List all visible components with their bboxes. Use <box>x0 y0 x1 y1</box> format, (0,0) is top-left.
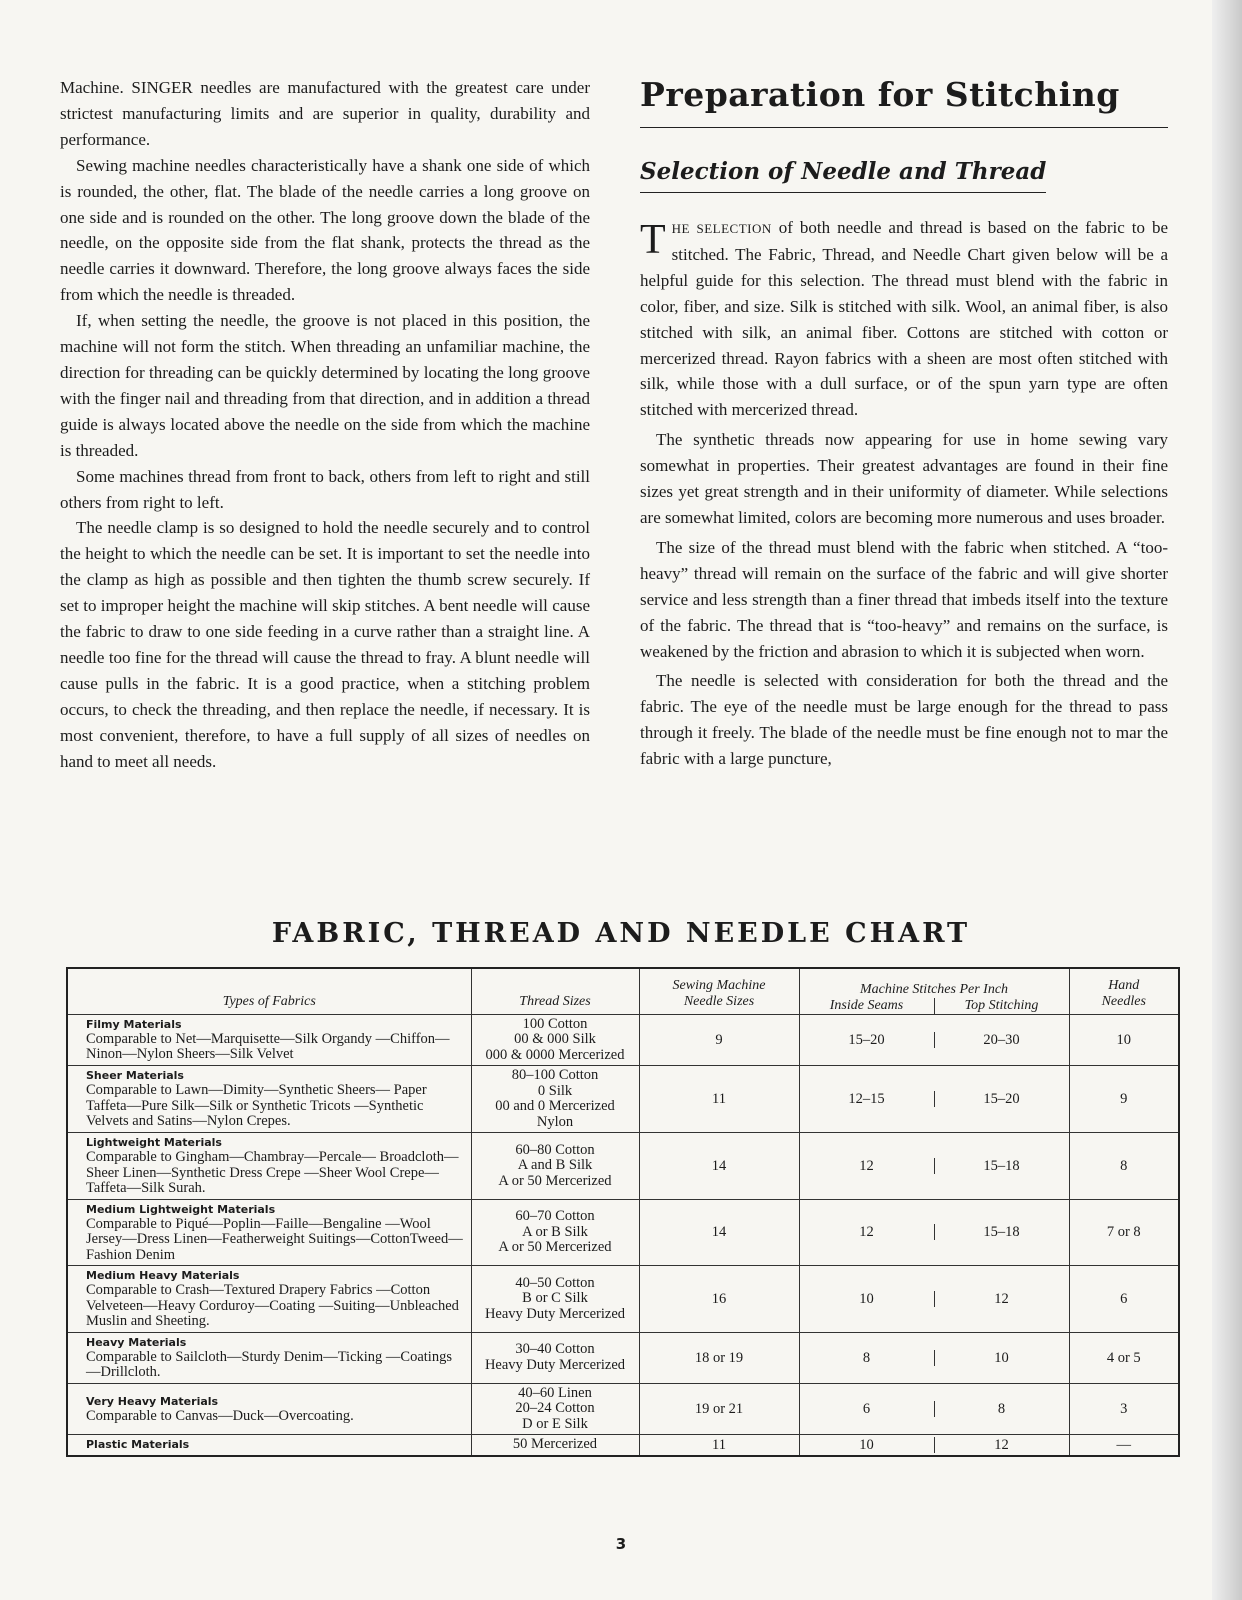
stitches-values <box>800 1437 1069 1453</box>
needle-size-cell: 16 <box>639 1266 799 1333</box>
header-types: Types of Fabrics <box>67 968 471 1014</box>
thread-size: D or E Silk <box>522 1415 588 1432</box>
thread-sizes-cell <box>471 1014 639 1066</box>
needle-size-cell: 9 <box>639 1014 799 1066</box>
left-column <box>60 75 590 774</box>
stitches-cell <box>799 1383 1069 1435</box>
needle-size-cell: 14 <box>639 1133 799 1200</box>
thread-size: 40–50 Cotton <box>515 1274 595 1291</box>
inside-seams-value: 15–20 <box>800 1032 935 1048</box>
inside-seams-value: 12 <box>800 1158 935 1174</box>
hand-needle-cell: 4 or 5 <box>1069 1332 1179 1383</box>
thread-size: 60–70 Cotton <box>515 1208 595 1224</box>
table-row <box>67 1383 1179 1435</box>
fabric-type-cell <box>67 1266 471 1333</box>
thread-size: A or 50 Mercerized <box>498 1239 612 1255</box>
lead-text: of both needle and thread is based on the fabric to be stitched. The Fabric, Thread, and Needle Chart given below will be a helpful guide for this selection. The thread must blend with the fabric in color, fiber, and size. Silk is stitched with silk. Wool, an animal fiber, is also stitched with silk, an animal fiber. Cottons are stitched with cotton or mercerized thread. Rayon fabrics with a sheen are most often stitched with silk, while those with a dull surface, or of the spun yarn type are often stitched with mercerized thread. <box>640 218 1169 420</box>
thread-sizes-cell <box>471 1133 639 1200</box>
top-stitching-value: 20–30 <box>983 1031 1020 1048</box>
fabric-type-cell <box>67 1133 471 1200</box>
fabric-name: Filmy Materials <box>86 1017 182 1031</box>
fabric-type-cell <box>67 1435 471 1456</box>
stitches-values <box>800 1401 1069 1417</box>
stitches-values <box>800 1091 1069 1107</box>
thread-size: Nylon <box>536 1113 574 1130</box>
fabric-name: Sheer Materials <box>86 1069 184 1083</box>
fabric-name: Plastic Materials <box>86 1438 190 1452</box>
top-stitching-value: 12 <box>994 1290 1009 1307</box>
thread-sizes-cell <box>471 1199 639 1266</box>
inside-seams-value: 10 <box>800 1437 935 1453</box>
top-stitching-value: 15–18 <box>983 1157 1020 1174</box>
fabric-description: Comparable to Piqué—Poplin—Faille—Bengaline —Wool Jersey—Dress Linen—Featherweight Suitings—CottonTweed—Fashion Denim <box>86 1215 463 1263</box>
header-needle <box>639 968 799 1014</box>
paragraph: Sewing machine needles characteristically have a shank one side of which is rounded, the other, flat. The blade of the needle carries a long groove on one side and is rounded on the other. The long groove down the blade of the needle, on the opposite side from the flat shank, protects the thread as the needle carries it downward. Therefore, the long groove always faces the side from which the needle is threaded. <box>60 155 590 305</box>
thread-size: 100 Cotton <box>522 1015 588 1032</box>
fabric-description: Comparable to Lawn—Dimity—Synthetic Sheers— Paper Taffeta—Pure Silk—Silk or Synthetic Tricots —Synthetic Velvets and Satins—Nylon Crepes. <box>86 1082 427 1130</box>
stitches-cell <box>799 1066 1069 1133</box>
top-stitching-value: 15–18 <box>983 1224 1020 1241</box>
thread-size: 60–80 Cotton <box>515 1141 595 1158</box>
paragraph: Machine. SINGER needles are manufactured with the greatest care under strictest manufacturing limits and are superior in quality, durability and performance. <box>60 78 590 149</box>
fabric-type-cell <box>67 1014 471 1066</box>
header-hand <box>1069 968 1179 1014</box>
fabric-name: Lightweight Materials <box>86 1136 222 1149</box>
header-top: Top Stitching <box>964 997 1039 1013</box>
hand-needle-cell: 6 <box>1069 1266 1179 1333</box>
lead-smallcaps: HE SELECTION <box>671 221 772 236</box>
top-stitching-value: 12 <box>994 1436 1009 1453</box>
hand-needle-cell: 3 <box>1069 1383 1179 1435</box>
inside-seams-value: 12–15 <box>800 1091 935 1107</box>
stitches-values <box>800 1224 1069 1240</box>
thread-size: 20–24 Cotton <box>515 1400 595 1416</box>
inside-seams-value: 6 <box>800 1401 935 1417</box>
thread-sizes-cell <box>471 1383 639 1435</box>
thread-size: 00 and 0 Mercerized <box>495 1098 615 1114</box>
thread-size: B or C Silk <box>522 1290 588 1306</box>
fabric-type-cell <box>67 1066 471 1133</box>
fabric-description: Comparable to Canvas—Duck—Overcoating. <box>86 1407 354 1424</box>
table-row <box>67 1133 1179 1200</box>
header-thread: Thread Sizes <box>471 968 639 1014</box>
hand-needle-cell: 9 <box>1069 1066 1179 1133</box>
thread-size: Heavy Duty Mercerized <box>484 1305 626 1322</box>
thread-size: 50 Mercerized <box>512 1436 598 1452</box>
stitches-cell <box>799 1266 1069 1333</box>
header-hand-line1: Hand <box>1108 977 1140 993</box>
stitches-cell <box>799 1199 1069 1266</box>
top-stitching-value: 10 <box>994 1349 1009 1366</box>
thread-size: A and B Silk <box>517 1157 593 1173</box>
needle-size-cell: 11 <box>639 1435 799 1456</box>
fabric-description: Comparable to Crash—Textured Drapery Fabrics —Cotton Velveteen—Heavy Corduroy—Coating —Suiting—Unbleached Muslin and Sheeting. <box>86 1282 459 1329</box>
inside-seams-value: 10 <box>800 1291 935 1307</box>
thread-sizes-cell <box>471 1266 639 1333</box>
table-row <box>67 1066 1179 1133</box>
table-row <box>67 1266 1179 1333</box>
fabric-name: Heavy Materials <box>86 1335 187 1349</box>
page-number: 3 <box>615 1535 627 1553</box>
paragraph: The synthetic threads now appearing for use in home sewing vary somewhat in properties. Their greatest advantages are found in their fine sizes yet great strength and in their uniformity of diameter. While selections are somewhat limited, colors are becoming more numerous and uses broader. <box>640 430 1168 527</box>
paragraph: The needle is selected with consideration for both the thread and the fabric. The eye of the needle must be large enough for the thread to pass through it freely. The blade of the needle must be fine enough not to mar the fabric with a large puncture, <box>640 671 1168 769</box>
fabric-type-cell <box>67 1383 471 1435</box>
table-body <box>67 1014 1179 1456</box>
needle-size-cell: 18 or 19 <box>639 1332 799 1383</box>
thread-size: 00 & 000 Silk <box>514 1031 596 1047</box>
needle-size-cell: 11 <box>639 1066 799 1133</box>
header-stitches-sub <box>800 998 1069 1014</box>
right-column <box>640 75 1168 772</box>
header-needle-line1: Sewing Machine <box>672 977 766 993</box>
top-stitching-value: 15–20 <box>983 1091 1020 1107</box>
fabric-description: Comparable to Sailcloth—Sturdy Denim—Ticking —Coatings—Drillcloth. <box>86 1348 452 1380</box>
thread-size: 30–40 Cotton <box>515 1341 595 1357</box>
fabric-name: Very Heavy Materials <box>86 1394 219 1408</box>
fabric-type-cell <box>67 1199 471 1266</box>
table-header-row <box>67 968 1179 1014</box>
thread-size: 000 & 0000 Mercerized <box>485 1046 625 1063</box>
section-subheading: Selection of Needle and Thread <box>640 158 1046 193</box>
fabric-thread-needle-table <box>66 967 1180 1457</box>
stitches-cell <box>799 1332 1069 1383</box>
hand-needle-cell: 7 or 8 <box>1069 1199 1179 1266</box>
inside-seams-value: 8 <box>800 1350 935 1366</box>
header-stitches <box>799 968 1069 1014</box>
hand-needle-cell: 8 <box>1069 1133 1179 1200</box>
paragraph: If, when setting the needle, the groove is not placed in this position, the machine will not form the stitch. When threading an unfamiliar machine, the direction for threading can be quickly determined by locating the long groove with the finger nail and threading from that direction, and in addition a thread guide is always located above the needle on the side from which the machine is threaded. <box>60 311 590 460</box>
table-row <box>67 1014 1179 1066</box>
table-row <box>67 1332 1179 1383</box>
thread-sizes-cell <box>471 1332 639 1383</box>
stitches-cell <box>799 1133 1069 1200</box>
stitches-cell <box>799 1014 1069 1066</box>
thread-size: 40–60 Linen <box>518 1384 592 1401</box>
chart-title: FABRIC, THREAD AND NEEDLE CHART <box>271 918 971 949</box>
fabric-type-cell <box>67 1332 471 1383</box>
header-needle-line2: Needle Sizes <box>683 993 755 1009</box>
thread-size: A or B Silk <box>522 1223 588 1240</box>
paragraph: The size of the thread must blend with the fabric when stitched. A “too-heavy” thread will remain on the surface of the fabric and will give shorter service and less strength than a finer thread that imbeds itself into the texture of the fabric. The thread that is “too-heavy” and remains on the surface, is weakened by the friction and abrasion to which it is subjected when worn. <box>640 537 1168 661</box>
scan-edge <box>1212 0 1242 1600</box>
lead-paragraph <box>640 215 1168 423</box>
paragraph: Some machines thread from front to back, others from left to right and still others from right to left. <box>60 466 590 512</box>
header-inside: Inside Seams <box>800 998 935 1014</box>
needle-size-cell: 14 <box>639 1199 799 1266</box>
section-heading: Preparation for Stitching <box>640 75 1168 128</box>
thread-size: Heavy Duty Mercerized <box>484 1356 626 1373</box>
top-stitching-value: 8 <box>997 1400 1006 1417</box>
fabric-name: Medium Lightweight Materials <box>86 1202 276 1216</box>
thread-size: A or 50 Mercerized <box>498 1172 612 1189</box>
paragraph: The needle clamp is so designed to hold the needle securely and to control the height to which the needle can be set. It is important to set the needle into the clamp as high as possible and then tighten the thumb screw securely. If set to improper height the machine will skip stitches. A bent needle will cause the fabric to draw to one side feeding in a curve rather than a straight line. A needle too fine for the thread will cause the thread to fray. A blunt needle will cause pulls in the fabric. It is a good practice, when a stitching problem occurs, to check the threading, and then replace the needle, if necessary. It is most convenient, therefore, to have a full supply of all sizes of needles on hand to meet all needs. <box>60 518 590 771</box>
thread-size: 80–100 Cotton <box>511 1067 599 1083</box>
thread-sizes-cell <box>471 1435 639 1456</box>
fabric-description: Comparable to Net—Marquisette—Silk Organdy —Chiffon—Ninon—Nylon Sheers—Silk Velvet <box>86 1030 450 1063</box>
stitches-values <box>800 1350 1069 1366</box>
table-row <box>67 1435 1179 1456</box>
inside-seams-value: 12 <box>800 1224 935 1240</box>
table-row <box>67 1199 1179 1266</box>
stitches-cell <box>799 1435 1069 1456</box>
header-hand-line2: Needles <box>1101 993 1146 1009</box>
hand-needle-cell: — <box>1069 1435 1179 1456</box>
hand-needle-cell: 10 <box>1069 1014 1179 1066</box>
fabric-name: Medium Heavy Materials <box>86 1269 240 1282</box>
drop-cap: T <box>640 217 666 263</box>
thread-sizes-cell <box>471 1066 639 1133</box>
header-stitches-title: Machine Stitches Per Inch <box>859 981 1009 997</box>
thread-size: 0 Silk <box>537 1082 573 1099</box>
stitches-values <box>800 1158 1069 1174</box>
fabric-description: Comparable to Gingham—Chambray—Percale— Broadcloth—Sheer Linen—Synthetic Dress Crepe —Sheer Wool Crepe—Taffeta—Silk Surah. <box>86 1149 459 1196</box>
stitches-values <box>800 1032 1069 1048</box>
needle-size-cell: 19 or 21 <box>639 1383 799 1435</box>
stitches-values <box>800 1291 1069 1307</box>
